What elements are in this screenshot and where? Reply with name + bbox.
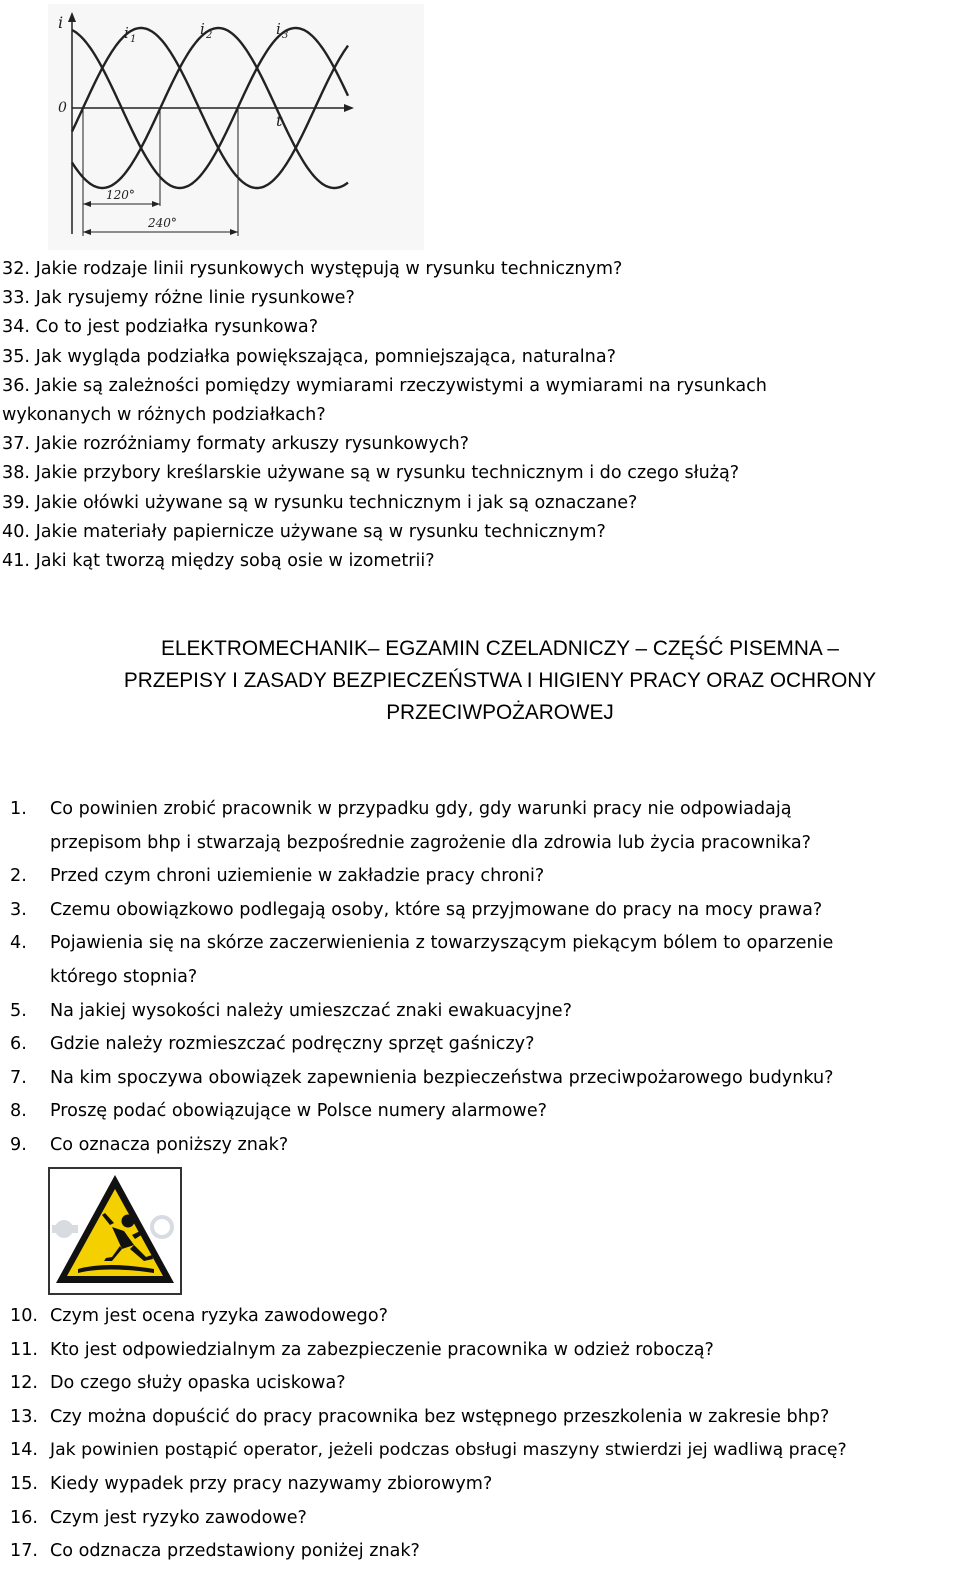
list-item [0, 1434, 960, 1468]
heading-line-1: ELEKTROMECHANIK– EGZAMIN CZELADNICZY – CZĘŚĆ PISEMNA – [161, 637, 839, 660]
question-line: 39. Jakie ołówki używane są w rysunku technicznym i jak są oznaczane? [2, 492, 638, 513]
i3-label: i [276, 20, 281, 38]
dim-arrow [230, 229, 238, 235]
list-item [0, 1502, 960, 1536]
list-item [0, 1129, 960, 1163]
question-line: 33. Jak rysujemy różne linie rysunkowe? [2, 288, 355, 309]
list-item [0, 1334, 960, 1368]
question-text: Pojawienia się na skórze zaczerwienienia z towarzyszącym piekącym bólem to oparzenie [50, 933, 834, 954]
dim-arrow [83, 201, 91, 207]
question-text: Proszę podać obowiązujące w Polsce numery alarmowe? [50, 1101, 547, 1122]
question-number: 13. [10, 1406, 38, 1427]
question-text: Czemu obowiązkowo podlegają osoby, które są przyjmowane do pracy na mocy prawa? [50, 899, 823, 920]
time-axis-label: t [276, 111, 283, 130]
section-heading [40, 633, 960, 729]
question-text-continued: przepisom bhp i stwarzają bezpośrednie zagrożenie dla zdrowia lub życia pracownika? [50, 832, 811, 853]
question-text: Gdzie należy rozmieszczać podręczny sprzęt gaśniczy? [50, 1034, 535, 1055]
question-number: 16. [10, 1507, 38, 1528]
question-text: Co powinien zrobić pracownik w przypadku gdy, gdy warunki pracy nie odpowiadają [50, 799, 792, 819]
question-line: 34. Co to jest podziałka rysunkowa? [2, 317, 319, 338]
question-number: 4. [10, 933, 27, 954]
current-axis-label: i [58, 13, 64, 32]
i3-subscript: 3 [282, 30, 289, 41]
question-number: 1. [10, 799, 27, 819]
question-line: 36. Jakie są zależności pomiędzy wymiarami rzeczywistymi a wymiarami na rysunkach [2, 375, 767, 396]
time-axis-arrow [344, 104, 354, 112]
question-number: 9. [10, 1134, 27, 1155]
i2-label: i [200, 20, 205, 38]
question-text: Na kim spoczywa obowiązek zapewnienia bezpieczeństwa przeciwpożarowego budynku? [50, 1067, 834, 1088]
question-text: Czym jest ocena ryzyka zawodowego? [50, 1306, 388, 1326]
bhp-questions-part-1 [0, 793, 960, 1163]
list-item [0, 894, 960, 928]
angle-240-label: 240° [148, 216, 177, 230]
question-line: 35. Jak wygląda podziałka powiększająca, pomniejszająca, naturalna? [2, 346, 616, 367]
question-text: Czym jest ryzyko zawodowe? [50, 1507, 307, 1528]
question-number: 12. [10, 1373, 38, 1394]
list-item [0, 1028, 960, 1062]
question-number: 10. [10, 1306, 38, 1326]
question-text: Jak powinien postąpić operator, jeżeli podczas obsługi maszyny stwierdzi jej wadliwą pracę? [50, 1440, 847, 1461]
bhp-questions-part-2 [0, 1300, 960, 1569]
question-number: 17. [10, 1541, 38, 1562]
technical-drawing-questions [2, 255, 952, 576]
question-text: Kto jest odpowiedzialnym za zabezpieczenie pracownika w odzież roboczą? [50, 1339, 714, 1360]
heading-line-2: PRZEPISY I ZASADY BEZPIECZEŃSTWA I HIGIENY PRACY ORAZ OCHRONY [123, 669, 877, 692]
i2-subscript: 2 [206, 30, 213, 41]
question-line: 40. Jakie materiały papiernicze używane są w rysunku technicznym? [2, 521, 606, 542]
question-number: 7. [10, 1067, 27, 1088]
question-text: Co oznacza poniższy znak? [50, 1134, 289, 1155]
question-number: 15. [10, 1473, 38, 1494]
list-item [0, 1095, 960, 1129]
i1-label: i [124, 24, 129, 42]
list-item [0, 1062, 960, 1096]
list-item [0, 860, 960, 894]
question-text: Na jakiej wysokości należy umieszczać znaki ewakuacyjne? [50, 1000, 572, 1021]
question-number: 8. [10, 1101, 27, 1122]
question-line: wykonanych w różnych podziałkach? [2, 405, 326, 426]
angle-120-label: 120° [106, 188, 135, 202]
question-text-continued: którego stopnia? [50, 966, 198, 987]
list-item [0, 793, 960, 860]
question-number: 14. [10, 1440, 38, 1461]
list-item [0, 1401, 960, 1435]
i1-subscript: 1 [130, 34, 137, 45]
question-number: 11. [10, 1339, 38, 1360]
list-item [0, 1535, 960, 1569]
dim-arrow [152, 201, 160, 207]
current-axis-arrow [68, 12, 76, 22]
list-item [0, 995, 960, 1029]
slippery-floor-warning-sign [48, 1167, 182, 1295]
list-item [0, 1367, 960, 1401]
question-line: 41. Jaki kąt tworzą między sobą osie w izometrii? [2, 551, 435, 572]
question-text: Co odznacza przedstawiony poniżej znak? [50, 1541, 420, 1562]
dim-arrow [83, 229, 91, 235]
question-number: 5. [10, 1000, 27, 1021]
waveform-diagram [48, 4, 424, 250]
question-line: 32. Jakie rodzaje linii rysunkowych występują w rysunku technicznym? [2, 259, 623, 279]
question-line: 37. Jakie rozróżniamy formaty arkuszy rysunkowych? [2, 434, 470, 455]
question-text: Kiedy wypadek przy pracy nazywamy zbiorowym? [50, 1473, 493, 1494]
list-item [0, 1300, 960, 1334]
question-text: Przed czym chroni uziemienie w zakładzie pracy chroni? [50, 866, 545, 887]
three-phase-waveform-figure [48, 4, 424, 250]
list-item [0, 1468, 960, 1502]
origin-label: 0 [58, 100, 67, 116]
question-number: 2. [10, 866, 27, 887]
question-text: Do czego służy opaska uciskowa? [50, 1373, 346, 1394]
heading-line-3: PRZECIWPOŻAROWEJ [386, 701, 614, 724]
question-number: 6. [10, 1034, 27, 1055]
list-item [0, 927, 960, 994]
question-number: 3. [10, 899, 27, 920]
question-line: 38. Jakie przybory kreślarskie używane są w rysunku technicznym i do czego służą? [2, 463, 740, 484]
warning-triangle-icon [50, 1169, 180, 1293]
question-text: Czy można dopuścić do pracy pracownika bez wstępnego przeszkolenia w zakresie bhp? [50, 1406, 830, 1427]
